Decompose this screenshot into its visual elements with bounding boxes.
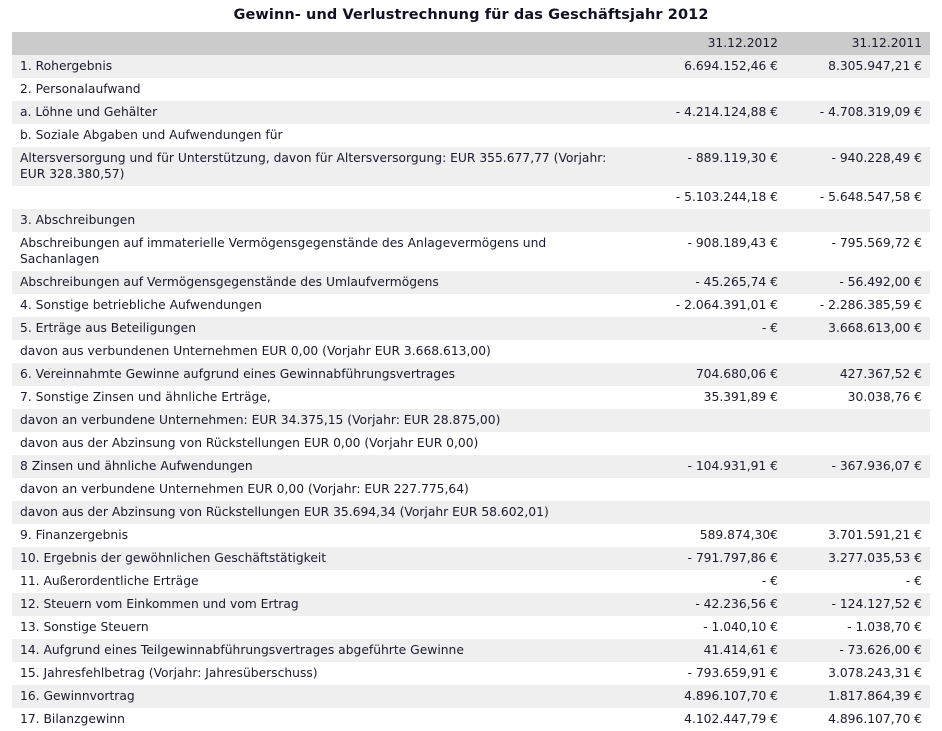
table-header-row [12,32,930,55]
row-value-year-previous [786,409,930,432]
column-header-year-current: 31.12.2012 [634,32,786,55]
table-row [12,386,930,409]
row-value-year-previous: 427.367,52 € [786,363,930,386]
row-value-year-current [634,501,786,524]
row-label: 5. Erträge aus Beteiligungen [12,317,634,340]
table-header [12,32,930,55]
row-value-year-previous: - € [786,570,930,593]
table-row [12,708,930,731]
table-body [12,55,930,731]
row-value-year-current: - 104.931,91 € [634,455,786,478]
row-label: Abschreibungen auf Vermögensgegenstände des Umlaufvermögens [12,271,634,294]
row-value-year-current: 35.391,89 € [634,386,786,409]
row-value-year-previous: - 795.569,72 € [786,232,930,271]
row-value-year-current: - 45.265,74 € [634,271,786,294]
table-row [12,78,930,101]
row-value-year-current: - 1.040,10 € [634,616,786,639]
column-header-year-previous: 31.12.2011 [786,32,930,55]
row-label: davon an verbundene Unternehmen: EUR 34.375,15 (Vorjahr: EUR 28.875,00) [12,409,634,432]
table-row [12,547,930,570]
row-label: 2. Personalaufwand [12,78,634,101]
table-row [12,101,930,124]
column-header-position [12,32,634,55]
row-value-year-current: - 889.119,30 € [634,147,786,186]
row-value-year-current: - 791.797,86 € [634,547,786,570]
row-value-year-current [634,78,786,101]
row-label: davon an verbundene Unternehmen EUR 0,00 (Vorjahr: EUR 227.775,64) [12,478,634,501]
row-value-year-current: 6.694.152,46 € [634,55,786,78]
row-value-year-previous: 3.277.035,53 € [786,547,930,570]
table-row [12,294,930,317]
table-row [12,685,930,708]
row-value-year-current: 704.680,06 € [634,363,786,386]
table-row [12,501,930,524]
row-value-year-previous: - 2.286.385,59 € [786,294,930,317]
row-label: davon aus verbundenen Unternehmen EUR 0,00 (Vorjahr EUR 3.668.613,00) [12,340,634,363]
row-value-year-previous: - 940.228,49 € [786,147,930,186]
table-row [12,232,930,271]
table-row [12,209,930,232]
table-row [12,363,930,386]
row-label: 13. Sonstige Steuern [12,616,634,639]
row-value-year-current [634,340,786,363]
row-label: 17. Bilanzgewinn [12,708,634,731]
table-row [12,455,930,478]
row-label [12,186,634,209]
row-value-year-previous: 8.305.947,21 € [786,55,930,78]
row-value-year-current: - 42.236,56 € [634,593,786,616]
row-label: 15. Jahresfehlbetrag (Vorjahr: Jahresüberschuss) [12,662,634,685]
row-value-year-current: - € [634,570,786,593]
row-value-year-previous: 3.701.591,21 € [786,524,930,547]
table-row [12,271,930,294]
row-label: davon aus der Abzinsung von Rückstellungen EUR 0,00 (Vorjahr EUR 0,00) [12,432,634,455]
row-label: 4. Sonstige betriebliche Aufwendungen [12,294,634,317]
row-value-year-previous: - 73.626,00 € [786,639,930,662]
row-value-year-current: - 908.189,43 € [634,232,786,271]
table-row [12,55,930,78]
table-row [12,570,930,593]
table-row [12,616,930,639]
table-row [12,340,930,363]
row-value-year-current: - 4.214.124,88 € [634,101,786,124]
row-value-year-previous [786,209,930,232]
row-label: b. Soziale Abgaben und Aufwendungen für [12,124,634,147]
table-row [12,478,930,501]
table-row [12,639,930,662]
page-title: Gewinn- und Verlustrechnung für das Geschäftsjahr 2012 [233,7,709,23]
table-row [12,593,930,616]
row-value-year-current: 4.896.107,70 € [634,685,786,708]
row-value-year-previous [786,340,930,363]
row-label: 8 Zinsen und ähnliche Aufwendungen [12,455,634,478]
row-label: 1. Rohergebnis [12,55,634,78]
row-value-year-previous: 1.817.864,39 € [786,685,930,708]
table-row [12,409,930,432]
table-row [12,186,930,209]
row-value-year-previous [786,478,930,501]
row-label: 6. Vereinnahmte Gewinne aufgrund eines Gewinnabführungsvertrages [12,363,634,386]
row-value-year-current [634,409,786,432]
row-value-year-previous: - 5.648.547,58 € [786,186,930,209]
row-value-year-previous [786,432,930,455]
row-label: 14. Aufgrund eines Teilgewinnabführungsvertrages abgeführte Gewinne [12,639,634,662]
row-value-year-current: 589.874,30€ [634,524,786,547]
row-label: 3. Abschreibungen [12,209,634,232]
row-value-year-current: 41.414,61 € [634,639,786,662]
row-label: 10. Ergebnis der gewöhnlichen Geschäftstätigkeit [12,547,634,570]
row-value-year-current: - 5.103.244,18 € [634,186,786,209]
table-row [12,662,930,685]
row-value-year-previous [786,78,930,101]
row-value-year-previous: - 4.708.319,09 € [786,101,930,124]
profit-and-loss-table [12,32,930,731]
table-row [12,432,930,455]
row-value-year-current: - 793.659,91 € [634,662,786,685]
row-value-year-previous: 3.668.613,00 € [786,317,930,340]
row-label: 11. Außerordentliche Erträge [12,570,634,593]
row-value-year-previous: 30.038,76 € [786,386,930,409]
row-value-year-current [634,209,786,232]
row-value-year-previous: - 367.936,07 € [786,455,930,478]
table-row [12,124,930,147]
row-value-year-previous: 4.896.107,70 € [786,708,930,731]
row-value-year-previous: 3.078.243,31 € [786,662,930,685]
table-row [12,147,930,186]
row-label: Abschreibungen auf immaterielle Vermögensgegenstände des Anlagevermögens und Sachanlagen [12,232,634,271]
row-value-year-previous: - 124.127,52 € [786,593,930,616]
row-label: 9. Finanzergebnis [12,524,634,547]
row-value-year-current [634,478,786,501]
row-label: davon aus der Abzinsung von Rückstellungen EUR 35.694,34 (Vorjahr EUR 58.602,01) [12,501,634,524]
row-value-year-current [634,432,786,455]
row-label: 12. Steuern vom Einkommen und vom Ertrag [12,593,634,616]
row-value-year-previous [786,501,930,524]
row-label: 16. Gewinnvortrag [12,685,634,708]
row-value-year-current: - 2.064.391,01 € [634,294,786,317]
table-row [12,524,930,547]
row-label: 7. Sonstige Zinsen und ähnliche Erträge, [12,386,634,409]
row-label: Altersversorgung und für Unterstützung, davon für Altersversorgung: EUR 355.677,77 (Vorjahr: EUR 328.380,57) [12,147,634,186]
table-row [12,317,930,340]
row-value-year-previous: - 56.492,00 € [786,271,930,294]
row-label: a. Löhne und Gehälter [12,101,634,124]
row-value-year-current [634,124,786,147]
row-value-year-current: - € [634,317,786,340]
row-value-year-previous [786,124,930,147]
row-value-year-previous: - 1.038,70 € [786,616,930,639]
row-value-year-current: 4.102.447,79 € [634,708,786,731]
